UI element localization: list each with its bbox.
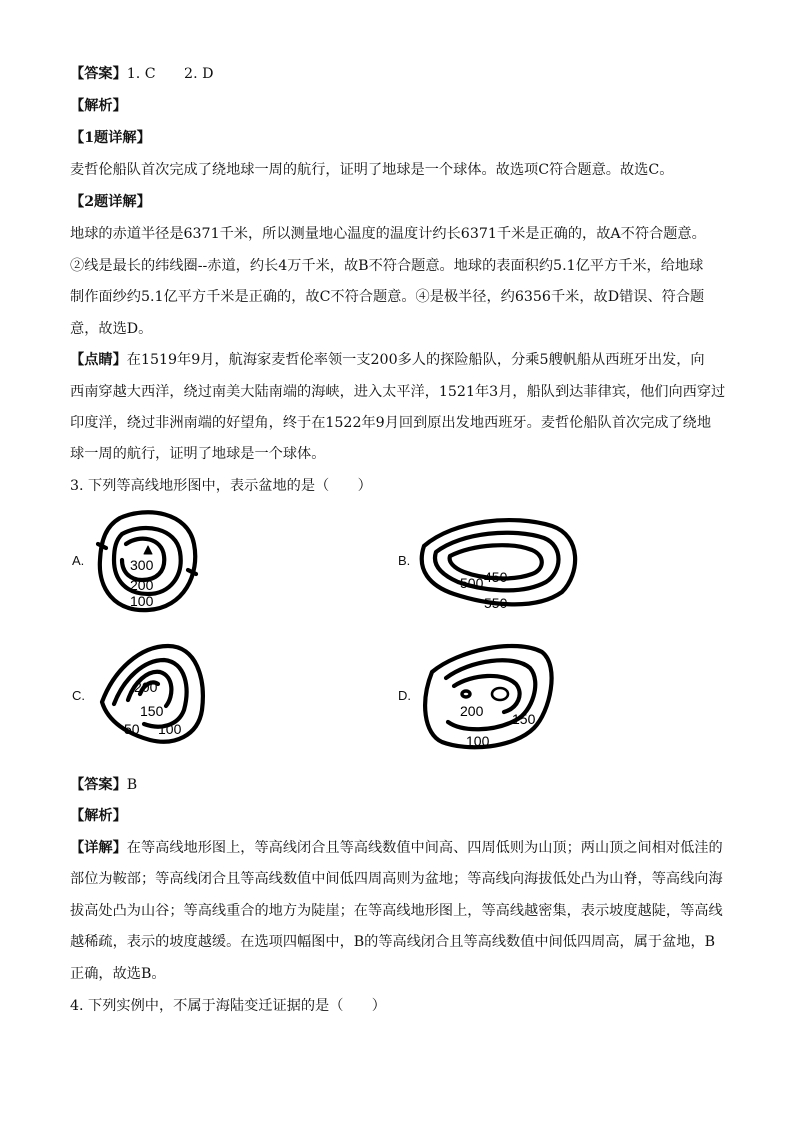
contour-value: 300 bbox=[130, 557, 154, 573]
detail-text: 在等高线地形图上，等高线闭合且等高线数值中间高、四周低则为山顶；两山顶之间相对低洼的 bbox=[126, 840, 723, 856]
detail-line: 正确，故选B。 bbox=[70, 966, 166, 982]
question-4: 4. 下列实例中，不属于海陆变迁证据的是（ ） bbox=[70, 998, 386, 1014]
contour-value: 550 bbox=[484, 595, 508, 611]
contour-value: 100 bbox=[130, 593, 154, 609]
tip-line: 印度洋，绕过非洲南端的好望角，终于在1522年9月回到原出发地西班牙。麦哲伦船队首次完成了绕地 bbox=[70, 415, 712, 431]
detail1-tag: 【1题详解】 bbox=[70, 130, 151, 146]
answer-text: B bbox=[126, 777, 138, 793]
detail-line: 拔高处凸为山谷；等高线重合的地方为陡崖；在等高线地形图上，等高线越密集，表示坡度越陡，等高线 bbox=[70, 903, 723, 919]
contour-value: 150 bbox=[512, 711, 536, 727]
detail2-line: 地球的赤道半径是6371千米，所以测量地心温度的温度计约长6371千米是正确的，故A不符合题意。 bbox=[70, 226, 706, 242]
question-3: 3. 下列等高线地形图中，表示盆地的是（ ） bbox=[70, 478, 372, 494]
tip-line: 球一周的航行，证明了地球是一个球体。 bbox=[70, 446, 326, 462]
contour-value: 100 bbox=[466, 733, 490, 749]
contour-value: 450 bbox=[484, 569, 508, 585]
detail2-line: 制作面纱约5.1亿平方千米是正确的，故C不符合题意。④是极半径，约6356千米，故D错误、符合题 bbox=[70, 289, 705, 305]
detail-line bbox=[70, 838, 723, 858]
contour-line bbox=[98, 544, 106, 548]
option-b-contour-map bbox=[414, 512, 584, 612]
answer-tag: 【答案】 bbox=[70, 777, 127, 793]
detail2-tag: 【2题详解】 bbox=[70, 194, 151, 210]
detail-tag: 【详解】 bbox=[70, 840, 127, 856]
option-b-label: B. bbox=[398, 553, 411, 568]
tip-text: 在1519年9月，航海家麦哲伦率领一支200多人的探险船队，分乘5艘帆船从西班牙出发，向 bbox=[126, 352, 705, 368]
contour-value: 200 bbox=[460, 703, 484, 719]
option-a-label: A. bbox=[72, 553, 85, 568]
option-d-label: D. bbox=[398, 688, 411, 703]
option-d-contour-map bbox=[418, 642, 558, 754]
contour-value: 150 bbox=[140, 703, 164, 719]
detail2-line: ②线是最长的纬线圈--赤道，约长4万千米，故B不符合题意。地球的表面积约5.1亿平方千米，给地球 bbox=[70, 258, 704, 274]
contour-value: 200 bbox=[134, 679, 158, 695]
option-a-contour-map bbox=[92, 508, 202, 614]
contour-value: 200 bbox=[130, 577, 154, 593]
contour-value: 500 bbox=[460, 575, 484, 591]
tip-tag: 【点睛】 bbox=[70, 352, 127, 368]
answer-tag: 【答案】 bbox=[70, 66, 127, 82]
analysis-tag: 【解析】 bbox=[70, 98, 127, 114]
option-c-label: C. bbox=[72, 688, 85, 703]
answer-line-q1-2 bbox=[70, 64, 213, 84]
contour-line bbox=[462, 691, 470, 697]
detail-line: 部位为鞍部；等高线闭合且等高线数值中间低四周高则为盆地；等高线向海拔低处凸为山脊，等高线向海 bbox=[70, 871, 723, 887]
contour-value: 100 bbox=[158, 721, 182, 737]
answer-text: 1. C 2. D bbox=[126, 66, 214, 82]
contour-value: 50 bbox=[124, 721, 140, 737]
contour-line bbox=[492, 688, 508, 700]
detail2-line: 意，故选D。 bbox=[70, 321, 153, 337]
tip-line bbox=[70, 350, 705, 370]
detail-line: 越稀疏，表示的坡度越缓。在选项四幅图中，B的等高线闭合且等高线数值中间低四周高，属于盆地，B bbox=[70, 934, 716, 950]
answer-line-q3 bbox=[70, 775, 137, 795]
tip-line: 西南穿越大西洋，绕过南美大陆南端的海峡，进入太平洋，1521年3月，船队到达菲律宾，他们向西穿过 bbox=[70, 384, 726, 400]
option-c-contour-map bbox=[94, 640, 209, 750]
analysis-tag: 【解析】 bbox=[70, 808, 127, 824]
peak-triangle bbox=[144, 546, 152, 554]
detail1-text: 麦哲伦船队首次完成了绕地球一周的航行，证明了地球是一个球体。故选项C符合题意。故选C。 bbox=[70, 162, 674, 178]
